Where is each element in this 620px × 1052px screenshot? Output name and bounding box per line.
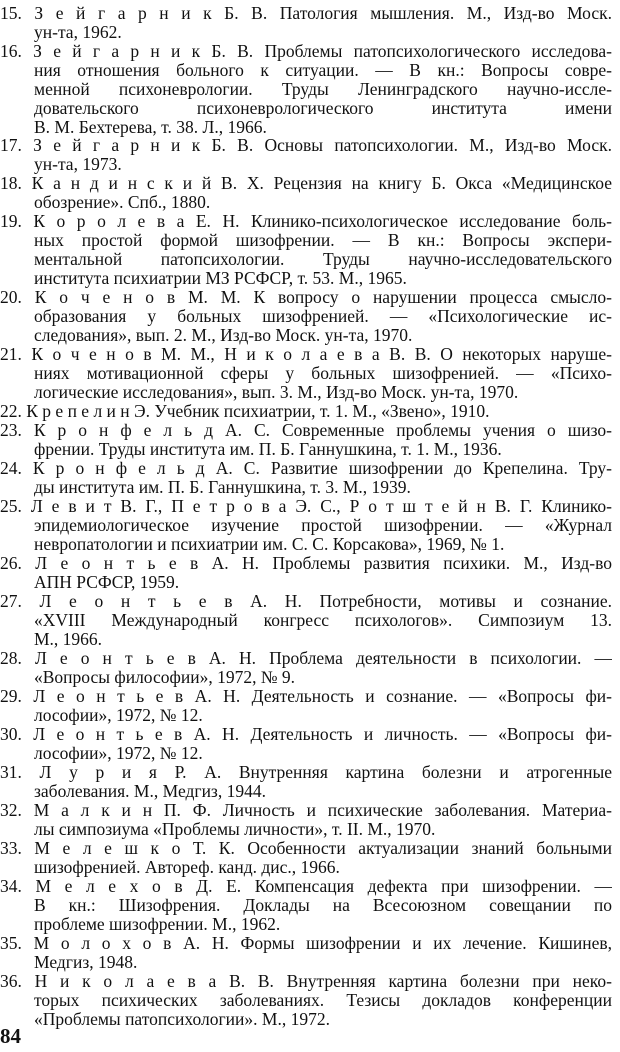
reference-line: логические исследования», вып. 3. М., Изд-во Моск. ун-та, 1970. xyxy=(34,383,519,402)
reference-line: 23. К р о н ф е л ь д А. С. Современные проблемы учения о шизо- xyxy=(0,421,612,440)
reference-line: 32. М а л к и н П. Ф. Личность и психические заболевания. Материа- xyxy=(0,801,612,820)
reference-line: 25. Л е в и т В. Г., П е т р о в а Э. С., Р о т ш т е й н В. Г. Клинико- xyxy=(0,497,612,516)
reference-line: следования», вып. 2. М., Изд-во Моск. ун-та, 1970. xyxy=(34,326,413,345)
reference-line: 22. К р е п е л и н Э. Учебник психиатрии, т. 1. М., «Звено», 1910. xyxy=(0,402,490,421)
reference-item-17 xyxy=(0,136,612,174)
page-number: 84 xyxy=(0,1024,21,1048)
reference-item-15 xyxy=(0,4,612,42)
reference-line: ун-та, 1962. xyxy=(34,23,122,42)
reference-line: института психиатрии МЗ РСФСР, т. 53. М., 1965. xyxy=(34,269,407,288)
reference-line: 30. Л е о н т ь е в А. Н. Деятельность и личность. — «Вопросы фи- xyxy=(0,725,612,744)
reference-item-19 xyxy=(0,212,612,288)
reference-line: ды института им. П. Б. Ганнушкина, т. 3. М., 1939. xyxy=(34,478,411,497)
reference-line: 36. Н и к о л а е в а В. В. Внутренняя картина болезни при неко- xyxy=(0,972,612,991)
reference-line: ун-та, 1973. xyxy=(34,155,122,174)
reference-line: «Вопросы философии», 1972, № 9. xyxy=(34,668,296,687)
reference-item-24 xyxy=(0,459,612,497)
reference-line: шизофренией. Автореф. канд. дис., 1966. xyxy=(34,858,340,877)
reference-line: 19. К о р о л е в а Е. Н. Клинико-психологическое исследование боль- xyxy=(0,212,612,231)
reference-line: АПН РСФСР, 1959. xyxy=(34,573,180,592)
reference-line: 20. К о ч е н о в М. М. К вопросу о нарушении процесса смысло- xyxy=(0,288,612,307)
reference-line: менной психоневрологии. Труды Ленинградского научно-иссле- xyxy=(34,80,612,99)
reference-line: 26. Л е о н т ь е в А. Н. Проблемы развития психики. М., Изд-во xyxy=(0,554,612,573)
reference-line: образования у больных шизофренией. — «Психологические ис- xyxy=(34,307,612,326)
reference-line: ментальной патопсихологии. Труды научно-исследовательского xyxy=(34,250,612,269)
reference-line: 35. М о л о х о в А. Н. Формы шизофрении и их лечение. Кишинев, xyxy=(0,934,612,953)
reference-line: невропатологии и психиатрии им. С. С. Корсакова», 1969, № 1. xyxy=(34,535,505,554)
reference-line: довательского психоневрологического института имени xyxy=(34,99,612,118)
reference-line: 34. М е л е х о в Д. Е. Компенсация дефекта при шизофрении. — xyxy=(0,877,612,896)
reference-line: 28. Л е о н т ь е в А. Н. Проблема деятельности в психологии. — xyxy=(0,649,612,668)
reference-line: заболевания. М., Медгиз, 1944. xyxy=(34,782,266,801)
reference-item-16 xyxy=(0,42,612,137)
reference-line: В кн.: Шизофрения. Доклады на Всесоюзном совещании по xyxy=(34,896,612,915)
reference-line: «XVIII Международный конгресс психологов». Симпозиум 13. xyxy=(34,611,612,630)
reference-item-29 xyxy=(0,687,612,725)
reference-line: френии. Труды института им. П. Б. Ганнушкина, т. 1. М., 1936. xyxy=(34,440,502,459)
reference-line: М., 1966. xyxy=(34,630,103,649)
reference-line: 31. Л у р и я Р. А. Внутренняя картина болезни и атрогенные xyxy=(0,763,612,782)
reference-line: 21. К о ч е н о в М. М., Н и к о л а е в а В. В. О некоторых наруше- xyxy=(0,345,612,364)
reference-item-18 xyxy=(0,174,612,212)
reference-line: Медгиз, 1948. xyxy=(34,953,138,972)
reference-item-25 xyxy=(0,497,612,554)
reference-line: лософии», 1972, № 12. xyxy=(34,706,203,725)
reference-item-31 xyxy=(0,763,612,801)
reference-line: эпидемиологическое изучение простой шизофрении. — «Журнал xyxy=(34,516,612,535)
reference-item-21 xyxy=(0,345,612,402)
reference-line: 18. К а н д и н с к и й В. Х. Рецензия на книгу Б. Окса «Медицинское xyxy=(0,174,612,193)
reference-item-27 xyxy=(0,592,612,649)
reference-item-26 xyxy=(0,554,612,592)
reference-line: обозрение». Спб., 1880. xyxy=(34,193,211,212)
reference-line: лы симпозиума «Проблемы личности», т. II. М., 1970. xyxy=(34,820,436,839)
reference-item-23 xyxy=(0,421,612,459)
reference-line: ния отношения больного к ситуации. — В кн.: Вопросы совре- xyxy=(34,61,612,80)
reference-line: В. М. Бехтерева, т. 38. Л., 1966. xyxy=(34,118,267,137)
reference-item-30 xyxy=(0,725,612,763)
reference-line: 33. М е л е ш к о Т. К. Особенности актуализации знаний больными xyxy=(0,839,612,858)
reference-line: 27. Л е о н т ь е в А. Н. Потребности, мотивы и сознание. xyxy=(0,592,612,611)
reference-item-32 xyxy=(0,801,612,839)
reference-item-20 xyxy=(0,288,612,345)
reference-line: 17. З е й г а р н и к Б. В. Основы патопсихологии. М., Изд-во Моск. xyxy=(0,136,612,155)
reference-line: проблеме шизофрении. М., 1962. xyxy=(34,915,281,934)
reference-item-34 xyxy=(0,877,612,934)
reference-line: 24. К р о н ф е л ь д А. С. Развитие шизофрении до Крепелина. Тру- xyxy=(0,459,612,478)
reference-item-33 xyxy=(0,839,612,877)
reference-item-28 xyxy=(0,649,612,687)
reference-line: ных простой формой шизофрении. — В кн.: Вопросы экспери- xyxy=(34,231,612,250)
reference-item-36 xyxy=(0,972,612,1029)
reference-line: ниях мотивационной сферы у больных шизофренией. — «Психо- xyxy=(34,364,612,383)
reference-line: 15. З е й г а р н и к Б. В. Патология мышления. М., Изд-во Моск. xyxy=(0,4,612,23)
reference-item-22 xyxy=(0,402,612,421)
reference-line: «Проблемы патопсихологии». М., 1972. xyxy=(34,1010,330,1029)
reference-item-35 xyxy=(0,934,612,972)
reference-line: лософии», 1972, № 12. xyxy=(34,744,203,763)
reference-line: 16. З е й г а р н и к Б. В. Проблемы патопсихологического исследова- xyxy=(0,42,612,61)
reference-line: 29. Л е о н т ь е в А. Н. Деятельность и сознание. — «Вопросы фи- xyxy=(0,687,612,706)
reference-line: торых психических заболеваниях. Тезисы докладов конференции xyxy=(34,991,612,1010)
